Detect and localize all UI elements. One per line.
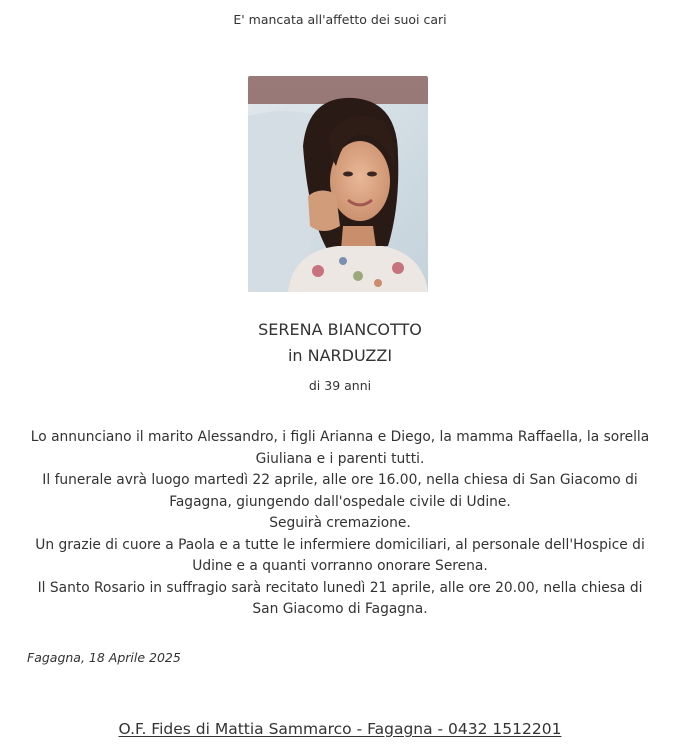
deceased-name: SERENA BIANCOTTO [258, 320, 422, 339]
footer [0, 720, 680, 738]
intro-text: E' mancata all'affetto dei suoi cari [233, 12, 447, 27]
announcement-text [30, 427, 650, 621]
announcement-line: Lo annunciano il marito Alessandro, i figli Arianna e Diego, la mamma Raffaella, la sorella Giuliana e i parenti tutti. [30, 429, 650, 467]
deceased-age: di 39 anni [308, 378, 372, 393]
announcement-line: Il Santo Rosario in suffragio sarà recitato lunedì 21 aprile, alle ore 20.00, nella chiesa di San Giacomo di Fagagna. [37, 579, 643, 617]
funeral-home-link[interactable]: O.F. Fides di Mattia Sammarco - Fagagna - 0432 1512201 [118, 720, 562, 738]
deceased-married-name: in NARDUZZI [287, 346, 393, 365]
portrait-photo [248, 76, 428, 292]
date-place: Fagagna, 18 Aprile 2025 [27, 650, 181, 665]
deceased-name-block [0, 317, 680, 369]
announcement-line: Seguirà cremazione. [269, 515, 411, 531]
portrait-photo-icon [248, 76, 428, 292]
announcement-line: Il funerale avrà luogo martedì 22 aprile, alle ore 16.00, nella chiesa di San Giacomo di Fagagna, giungendo dall'ospedale civile di Udine. [42, 472, 638, 510]
announcement-line: Un grazie di cuore a Paola e a tutte le infermiere domiciliari, al personale dell'Hospice di Udine e a quanti vorranno onorare Serena. [35, 536, 645, 574]
